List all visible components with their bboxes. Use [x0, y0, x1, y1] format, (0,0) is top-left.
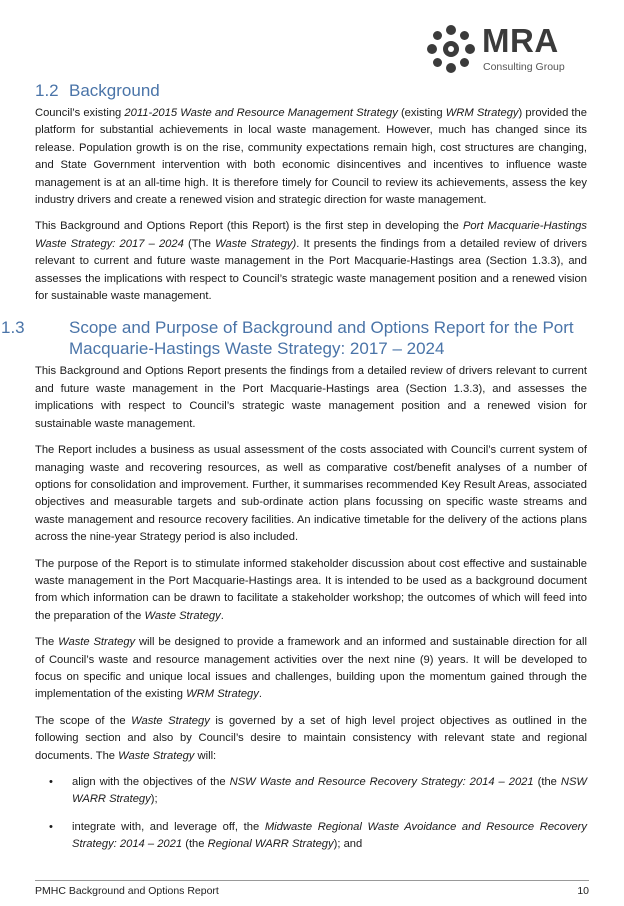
- logo-name: MRA: [482, 22, 559, 59]
- bullet-icon: •: [49, 820, 53, 833]
- heading-number: 1.2: [35, 81, 59, 100]
- list-item: • integrate with, and leverage off, the Midwaste Regional Waste Avoidance and Resource Recovery Strategy: 2014 – 2021 (the Regional WARR Strategy); and: [49, 820, 587, 851]
- list-item: • align with the objectives of the NSW Waste and Resource Recovery Strategy: 2014 – 2021 (the NSW WARR Strategy);: [49, 776, 587, 806]
- paragraph: The Report includes a business as usual assessment of the costs associated with Council’s current system of managing waste and recovering resources, as well as comparative cost/benefit analyses of a number of options for consolidation and improvement. Further, it summarises recommended Key Result Areas, associated objectives and measurable targets and sub-ordinate action plans focussing on specific waste streams and waste management and resource recovery facilities. An indicative timetable for the delivery of the actions plans across the nine-year Strategy period is also included.: [35, 444, 587, 544]
- page-footer: [35, 880, 589, 897]
- page-number: 10: [577, 885, 589, 897]
- heading-text: Scope and Purpose of Background and Options Report for the Port Macquarie-Hastings Waste Strategy: 2017 – 2024: [69, 318, 574, 359]
- paragraph: This Background and Options Report (this Report) is the first step in developing the Port Macquarie-Hastings Waste Strategy: 2017 – 2024 (The Waste Strategy). It presents the findings from a detailed review of drivers relevant to current and future waste management in the Port Macquarie-Hastings area (Section 1.3.3), and assesses the implications with respect to Council’s strategic waste management position and a renewed vision for sustainable waste management.: [35, 220, 587, 303]
- paragraph: The scope of the Waste Strategy is governed by a set of high level project objectives as outlined in the following section and also by Council’s desire to maintain consistency with relevant state and regional documents. The Waste Strategy will:: [35, 714, 587, 762]
- heading-scope: [1, 317, 587, 359]
- paragraph: The purpose of the Report is to stimulate informed stakeholder discussion about cost effective and sustainable waste management in the Port Macquarie-Hastings area. It is intended to be used as a background document from which information can be drawn to facilitate a stakeholder workshop; the outcomes of which will feed into the preparation of the Waste Strategy.: [35, 557, 587, 622]
- page-content: [1, 80, 587, 864]
- heading-text: Background: [69, 81, 160, 100]
- logo-subtitle: Consulting Group: [483, 61, 565, 73]
- mra-logo: [424, 20, 594, 78]
- paragraph: The Waste Strategy will be designed to provide a framework and an informed and sustainable direction for all of Council’s waste and resource management activities over the next nine (9) years. It will be developed to focus on specific and unique local issues and challenges, building upon the momentum gained through the implementation of the existing WRM Strategy.: [35, 636, 587, 701]
- heading-background: [35, 80, 587, 101]
- heading-number: 1.3: [1, 318, 25, 338]
- mra-logo-mark-icon: [424, 22, 478, 76]
- paragraph: Council’s existing 2011-2015 Waste and Resource Management Strategy (existing WRM Strategy) provided the platform for substantial achievements in local waste management. However, much has changed since its release. Population growth is on the rise, community expectations remain high, cost structures are changing, and State Government intervention with both economic disincentives and incentives to influence waste management is at an all-time high. It is therefore timely for Council to review its achievements, assess the key industry drivers and create a renewed vision and strategic direction for waste management.: [35, 107, 587, 207]
- bullet-list: [35, 774, 587, 854]
- bullet-icon: •: [49, 776, 53, 788]
- footer-title: PMHC Background and Options Report: [35, 885, 219, 897]
- paragraph: This Background and Options Report presents the findings from a detailed review of drivers relevant to current and future waste management in the Port Macquarie-Hastings area (Section 1.3.3), and assesses the implications with respect to Council’s strategic waste management position and a renewed vision for sustainable waste management.: [35, 365, 587, 430]
